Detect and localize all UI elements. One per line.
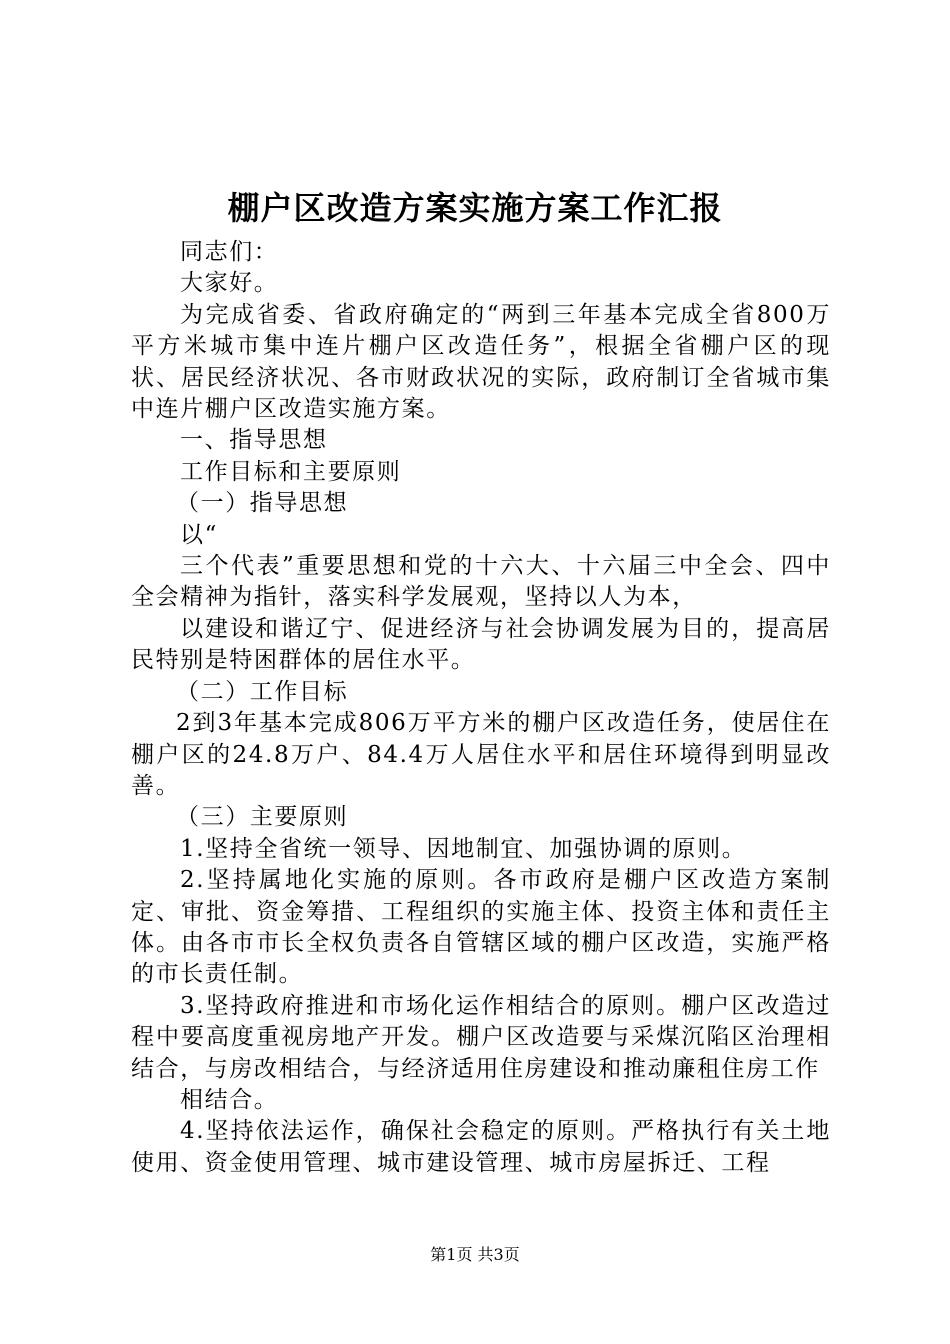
goal-paragraph: 2到3年基本完成806万平方米的棚户区改造任务，使居住在棚户区的24.8万户、84.4万人居住水平和居住环境得到明显改善。: [131, 710, 831, 799]
section-heading-1: 一、指导思想: [180, 427, 328, 454]
salutation: 同志们：: [180, 239, 279, 265]
principle-4: 4.坚持依法运作，确保社会稳定的原则。严格执行有关土地使用、资金使用管理、城市建设管理、城市房屋拆迁、工程: [131, 1118, 831, 1176]
intro-paragraph: 为完成省委、省政府确定的“两到三年基本完成全省800万平方米城市集中连片棚户区改造任务”，根据全省棚户区的现状、居民经济状况、各市财政状况的实际，政府制订全省城市集中连片棚户区改造实施方案。: [131, 301, 831, 423]
paragraph-fragment: 以“: [180, 521, 218, 548]
principle-3-continued: 相结合。: [180, 1086, 279, 1113]
section-subheading: 工作目标和主要原则: [180, 458, 402, 485]
greeting: 大家好。: [180, 270, 279, 297]
document-title: 棚户区改造方案实施方案工作汇报: [227, 189, 723, 227]
principle-3: 3.坚持政府推进和市场化运作相结合的原则。棚户区改造过程中要高度重视房地产开发。棚户区改造要与采煤沉陷区治理相结合，与房改相结合，与经济适用住房建设和推动廉租住房工作: [131, 992, 831, 1082]
subsection-heading-1: （一）指导思想: [176, 490, 349, 517]
document-body: [131, 237, 831, 1179]
purpose-paragraph: 以建设和谐辽宁、促进经济与社会协调发展为目的，提高居民特别是特困群体的居住水平。: [131, 615, 831, 674]
subsection-heading-2: （二）工作目标: [176, 678, 349, 705]
subsection-heading-3: （三）主要原则: [176, 804, 349, 831]
principle-1: 1.坚持全省统一领导、因地制宜、加强协调的原则。: [180, 835, 747, 862]
guiding-thought-paragraph: 三个代表”重要思想和党的十六大、十六届三中全会、四中全会精神为指针，落实科学发展观，坚持以人为本，: [131, 553, 831, 611]
principle-2: 2.坚持属地化实施的原则。各市政府是棚户区改造方案制定、审批、资金筹措、工程组织的实施主体、投资主体和责任主体。由各市市长全权负责各自管辖区域的棚户区改造，实施严格的市长责任制。: [131, 867, 831, 988]
page-footer: 第1页 共3页: [430, 1245, 520, 1264]
